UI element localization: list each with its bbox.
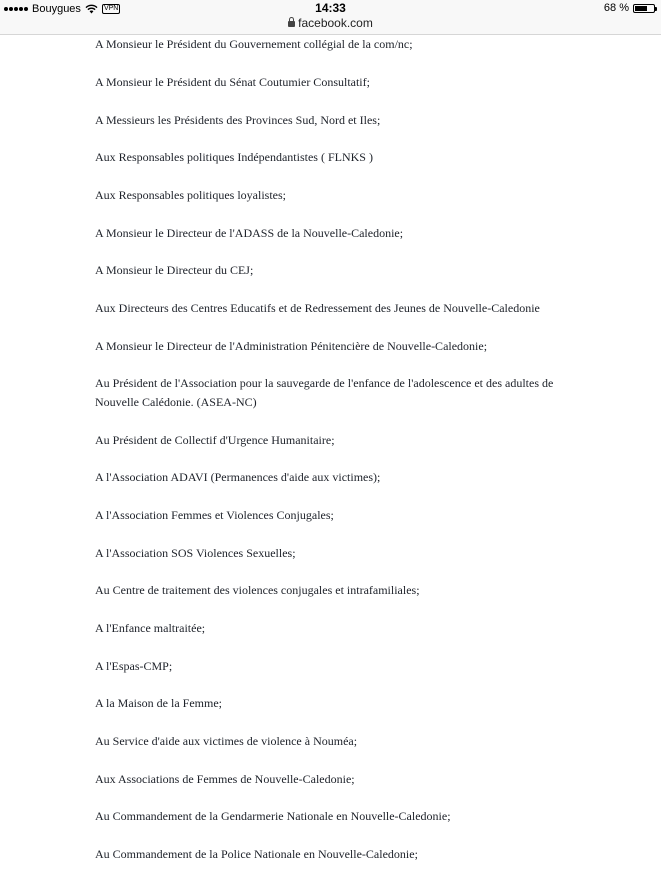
addressee-line: A Monsieur le Directeur du CEJ; [95,263,254,277]
addressee-line: Au Président de Collectif d'Urgence Humanitaire; [95,433,335,447]
addressee-line: A l'Espas-CMP; [95,659,173,673]
addressee-line: Aux Associations de Femmes de Nouvelle-Caledonie; [95,772,355,786]
addressee-line: A l'Association Femmes et Violences Conjugales; [95,508,334,522]
battery-icon [633,4,655,13]
addressee-line: A l'Enfance maltraitée; [95,621,206,635]
addressee-line: Au Centre de traitement des violences conjugales et intrafamiliales; [95,583,420,597]
status-right [604,2,655,14]
addressee-line: Au Service d'aide aux victimes de violence à Nouméa; [95,734,358,748]
addressee-line: A Monsieur le Président du Sénat Coutumier Consultatif; [95,75,370,89]
clock: 14:33 [315,1,346,15]
addressee-line: A Monsieur le Président du Gouvernement collégial de la com/nc; [95,37,413,51]
addressee-line: Aux Directeurs des Centres Educatifs et de Redressement des Jeunes de Nouvelle-Caledonie [95,301,540,315]
url-text: facebook.com [298,16,373,30]
addressee-line: A l'Association ADAVI (Permanences d'aide aux victimes); [95,470,381,484]
carrier-name: Bouygues [32,3,81,15]
address-bar[interactable] [0,16,661,30]
status-bar [0,0,661,35]
addressee-line: A Monsieur le Directeur de l'ADASS de la Nouvelle-Caledonie; [95,226,404,240]
addressee-line: A Monsieur le Directeur de l'Administration Pénitencière de Nouvelle-Caledonie; [95,339,488,353]
addressee-line: Au Président de l'Association pour la sauvegarde de l'enfance de l'adolescence et des adultes de Nouvelle Calédonie. (ASEA-NC) [95,376,554,409]
vpn-badge: VPN [103,5,119,12]
addressee-line: Aux Responsables politiques loyalistes; [95,188,286,202]
lock-icon [288,21,295,27]
addressee-line: A Messieurs les Présidents des Provinces Sud, Nord et Iles; [95,113,381,127]
addressee-line: A l'Association SOS Violences Sexuelles; [95,546,296,560]
battery-level-fill [635,6,647,11]
addressee-line: Au Commandement de la Police Nationale en Nouvelle-Caledonie; [95,847,418,861]
battery-percentage: 68 % [603,2,629,14]
addressee-line: Au Commandement de la Gendarmerie Nationale en Nouvelle-Caledonie; [95,809,451,823]
addressee-line: A la Maison de la Femme; [95,696,222,710]
addressee-line: Aux Responsables politiques Indépendantistes ( FLNKS ) [95,150,373,164]
